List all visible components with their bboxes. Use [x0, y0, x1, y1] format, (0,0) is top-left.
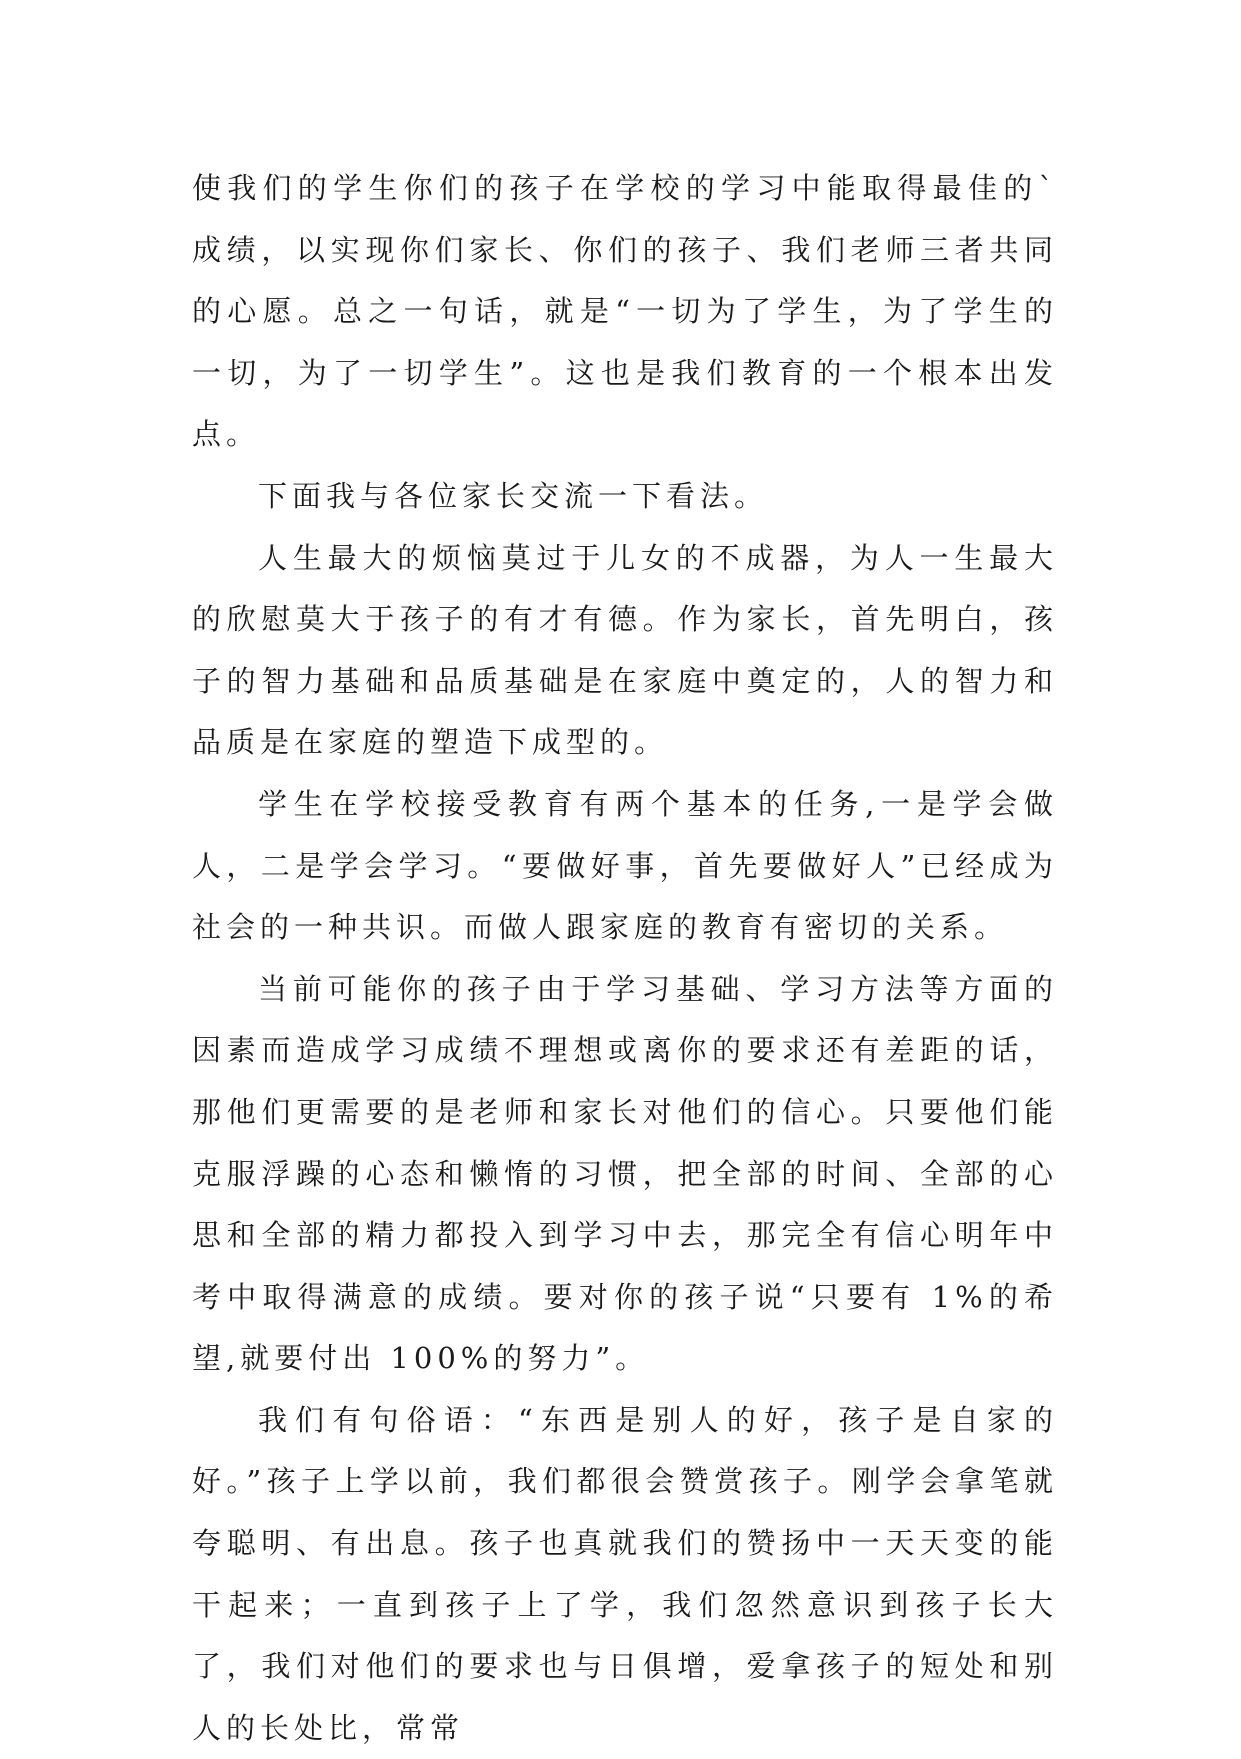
paragraph-4: 学生在学校接受教育有两个基本的任务,一是学会做人，二是学会学习。“要做好事，首先要做好人”已经成为社会的一种共识。而做人跟家庭的教育有密切的关系。	[192, 786, 1058, 945]
paragraph-5: 当前可能你的孩子由于学习基础、学习方法等方面的因素而造成学习成绩不理想或离你的要求还有差距的话，那他们更需要的是老师和家长对他们的信心。只要他们能克服浮躁的心态和懒惰的习惯，把全部的时间、全部的心思和全部的精力都投入到学习中去，那完全有信心明年中考中取得满意的成绩。要对你的孩子说“只要有 1%的希望,就要付出 100%的努力”。	[192, 971, 1058, 1376]
paragraph-2: 下面我与各位家长交流一下看法。	[258, 478, 769, 513]
paragraph-1: 使我们的学生你们的孩子在学校的学习中能取得最佳的`成绩，以实现你们家长、你们的孩子、我们老师三者共同的心愿。总之一句话，就是“一切为了学生，为了学生的一切，为了一切学生”。这也是我们教育的一个根本出发点。	[192, 171, 1058, 452]
paragraph-3: 人生最大的烦恼莫过于儿女的不成器，为人一生最大的欣慰莫大于孩子的有才有德。作为家长，首先明白，孩子的智力基础和品质基础是在家庭中奠定的，人的智力和品质是在家庭的塑造下成型的。	[192, 540, 1058, 760]
paragraph-6: 我们有句俗语：“东西是别人的好，孩子是自家的好。”孩子上学以前，我们都很会赞赏孩子。刚学会拿笔就夸聪明、有出息。孩子也真就我们的赞扬中一天天变的能干起来；一直到孩子上了学，我们忽然意识到孩子长大了，我们对他们的要求也与日俱增，爱拿孩子的短处和别人的长处比，常常	[192, 1402, 1058, 1745]
document-body	[192, 158, 1058, 1759]
